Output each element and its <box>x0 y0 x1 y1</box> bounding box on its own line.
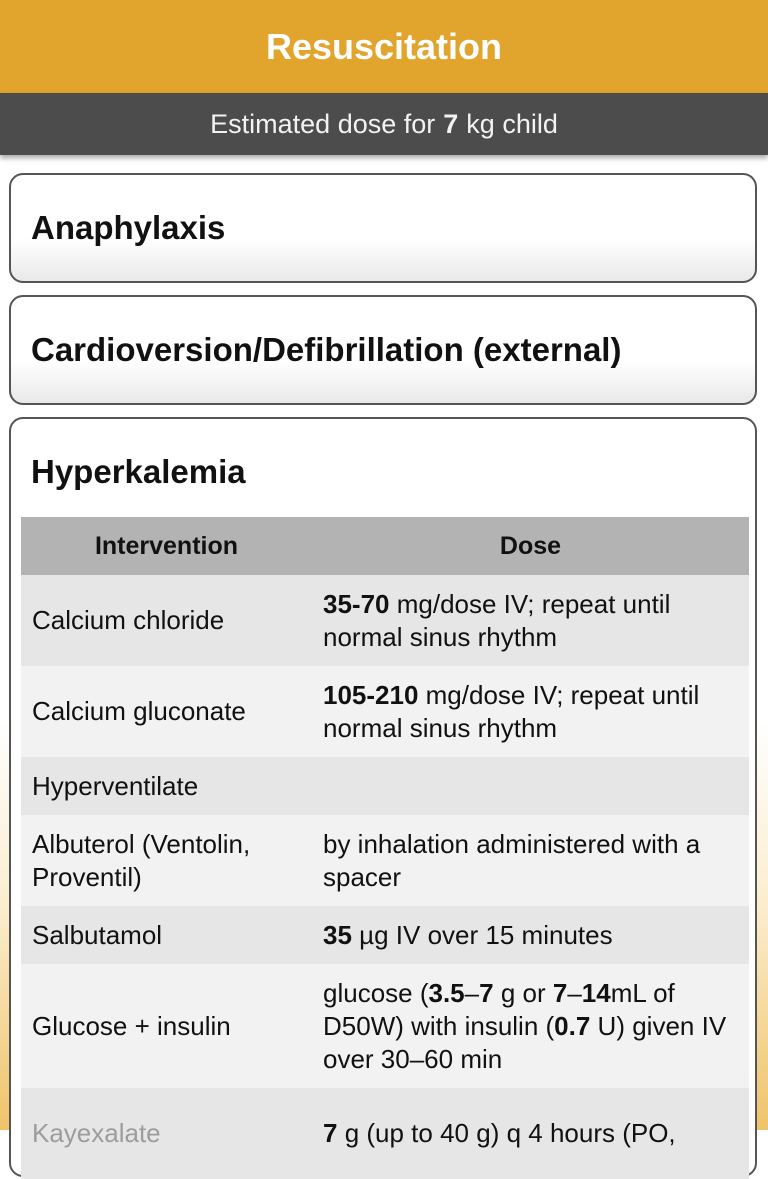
table-row <box>21 1088 749 1179</box>
dose-cell: glucose (3.5–7 g or 7–14mL of D50W) with insulin (0.7 U) given IV over 30–60 min <box>312 964 749 1088</box>
intervention-cell: Hyperventilate <box>21 757 312 815</box>
table-row <box>21 757 749 815</box>
column-header-dose: Dose <box>312 517 749 575</box>
dose-cell <box>312 757 749 815</box>
intervention-cell: Calcium gluconate <box>21 666 312 757</box>
subtitle-prefix: Estimated dose for <box>210 108 436 139</box>
dose-cell: 35 µg IV over 15 minutes <box>312 906 749 964</box>
intervention-cell: Albuterol (Ventolin, Proventil) <box>21 815 312 906</box>
section-anaphylaxis[interactable] <box>9 173 757 283</box>
weight-subtitle-bar <box>0 93 768 155</box>
table-header-row <box>21 517 749 575</box>
column-header-intervention: Intervention <box>21 517 312 575</box>
intervention-cell: Salbutamol <box>21 906 312 964</box>
section-title-hyperkalemia: Hyperkalemia <box>31 453 246 490</box>
section-title-cardioversion: Cardioversion/Defibrillation (external) <box>31 331 622 368</box>
dose-cell: 105-210 mg/dose IV; repeat until normal sinus rhythm <box>312 666 749 757</box>
section-hyperkalemia[interactable] <box>9 417 757 1177</box>
app-title-bar <box>0 0 768 93</box>
dose-cell: 35-70 mg/dose IV; repeat until normal sinus rhythm <box>312 575 749 666</box>
subtitle-suffix: kg child <box>466 108 558 139</box>
table-row <box>21 964 749 1088</box>
intervention-cell: Kayexalate <box>21 1088 312 1179</box>
section-title-anaphylaxis: Anaphylaxis <box>31 209 226 246</box>
intervention-cell: Calcium chloride <box>21 575 312 666</box>
page-title: Resuscitation <box>265 25 503 67</box>
section-cardioversion[interactable] <box>9 295 757 405</box>
table-row <box>21 575 749 666</box>
table-row <box>21 815 749 906</box>
weight-value: 7 <box>443 108 459 139</box>
hyperkalemia-table <box>21 517 749 1179</box>
table-row <box>21 906 749 964</box>
table-row <box>21 666 749 757</box>
dose-cell: by inhalation administered with a spacer <box>312 815 749 906</box>
dose-cell: 7 g (up to 40 g) q 4 hours (PO, <box>312 1088 749 1179</box>
intervention-cell: Glucose + insulin <box>21 964 312 1088</box>
